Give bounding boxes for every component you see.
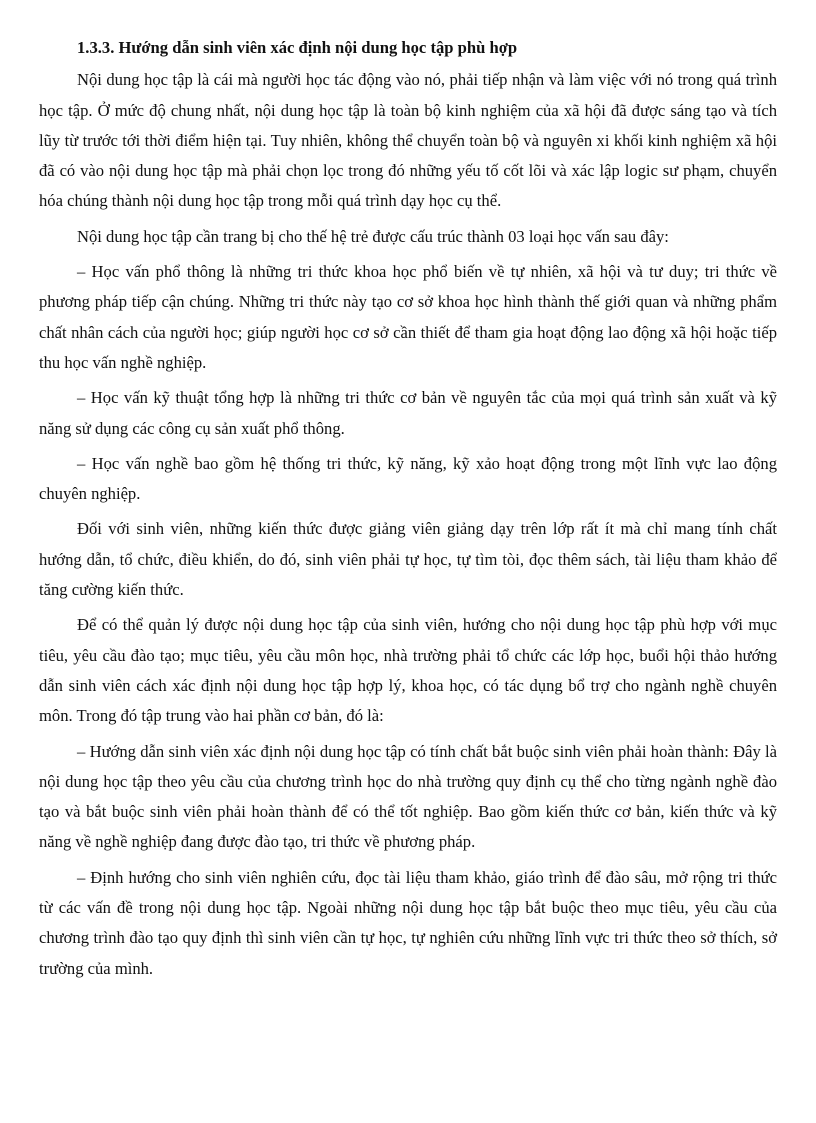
paragraph-structure: Nội dung học tập cần trang bị cho thế hệ trẻ được cấu trúc thành 03 loại học vấn sau đây: <box>77 226 669 246</box>
paragraph-technical-education: – Học vấn kỹ thuật tổng hợp là những tri thức cơ bản về nguyên tắc của mọi quá trình sản xuất và kỹ năng sử dụng các công cụ sản xuất phổ thông. <box>39 388 777 438</box>
paragraph-general-education: – Học vấn phổ thông là những tri thức khoa học phổ biến về tự nhiên, xã hội và tư duy; tri thức về phương pháp tiếp cận chúng. Những tri thức này tạo cơ sở khoa học hình thành thế giới quan và những phẩm chất nhân cách của người học; giúp người học cơ sở cần thiết để tham gia hoạt động lao động xã hội hoặc tiếp thu học vấn nghề nghiệp. <box>39 262 777 372</box>
paragraph-intro: Nội dung học tập là cái mà người học tác động vào nó, phải tiếp nhận và làm việc với nó trong quá trình học tập. Ở mức độ chung nhất, nội dung học tập là toàn bộ kinh nghiệm của xã hội đã được sáng tạo và tích lũy từ trước tới thời điểm hiện tại. Tuy nhiên, không thể chuyển toàn bộ và nguyên xi khối kinh nghiệm xã hội đã có vào nội dung học tập mà phải chọn lọc trong đó những yếu tố cốt lõi và xác lập logic sư phạm, chuyển hóa chúng thành nội dung học tập trong mỗi quá trình dạy học cụ thể. <box>39 70 777 211</box>
paragraph-mandatory-content: – Hướng dẫn sinh viên xác định nội dung học tập có tính chất bắt buộc sinh viên phải hoàn thành: Đây là nội dung học tập theo yêu cầu của chương trình học do nhà trường quy định cụ thể cho từng ngành nghề đào tạo và bắt buộc sinh viên phải hoàn thành để có thể tốt nghiệp. Bao gồm kiến thức cơ bản, kiến thức và kỹ năng về nghề nghiệp đang được đào tạo, tri thức về phương pháp. <box>39 741 777 852</box>
paragraph-vocational-education: – Học vấn nghề bao gồm hệ thống tri thức, kỹ năng, kỹ xảo hoạt động trong một lĩnh vực lao động chuyên nghiệp. <box>39 453 777 504</box>
document-body <box>39 33 777 989</box>
paragraph-research-guidance: – Định hướng cho sinh viên nghiên cứu, đọc tài liệu tham khảo, giáo trình để đào sâu, mở rộng tri thức từ các vấn đề trong nội dung học tập. Ngoài những nội dung học tập bắt buộc theo mục tiêu, yêu cầu của chương trình đào tạo quy định thì sinh viên cần tự học, tự nghiên cứu những lĩnh vực tri thức theo sở thích, sở trường của mình. <box>39 867 777 978</box>
section-heading: 1.3.3. Hướng dẫn sinh viên xác định nội dung học tập phù hợp <box>77 38 518 57</box>
paragraph-self-study: Đối với sinh viên, những kiến thức được giảng viên giảng dạy trên lớp rất ít mà chỉ mang tính chất hướng dẫn, tổ chức, điều khiển, do đó, sinh viên phải tự học, tự tìm tòi, đọc thêm sách, tài liệu tham khảo để tăng cường kiến thức. <box>39 519 777 600</box>
paragraph-management: Để có thể quản lý được nội dung học tập của sinh viên, hướng cho nội dung học tập phù hợp với mục tiêu, yêu cầu đào tạo; mục tiêu, yêu cầu môn học, nhà trường phải tổ chức các lớp học, buổi hội thảo hướng dẫn sinh viên cách xác định nội dung học tập hợp lý, khoa học, có tác dụng bổ trợ cho ngành nghề chuyên môn. Trong đó tập trung vào hai phần cơ bản, đó là: <box>39 615 777 726</box>
